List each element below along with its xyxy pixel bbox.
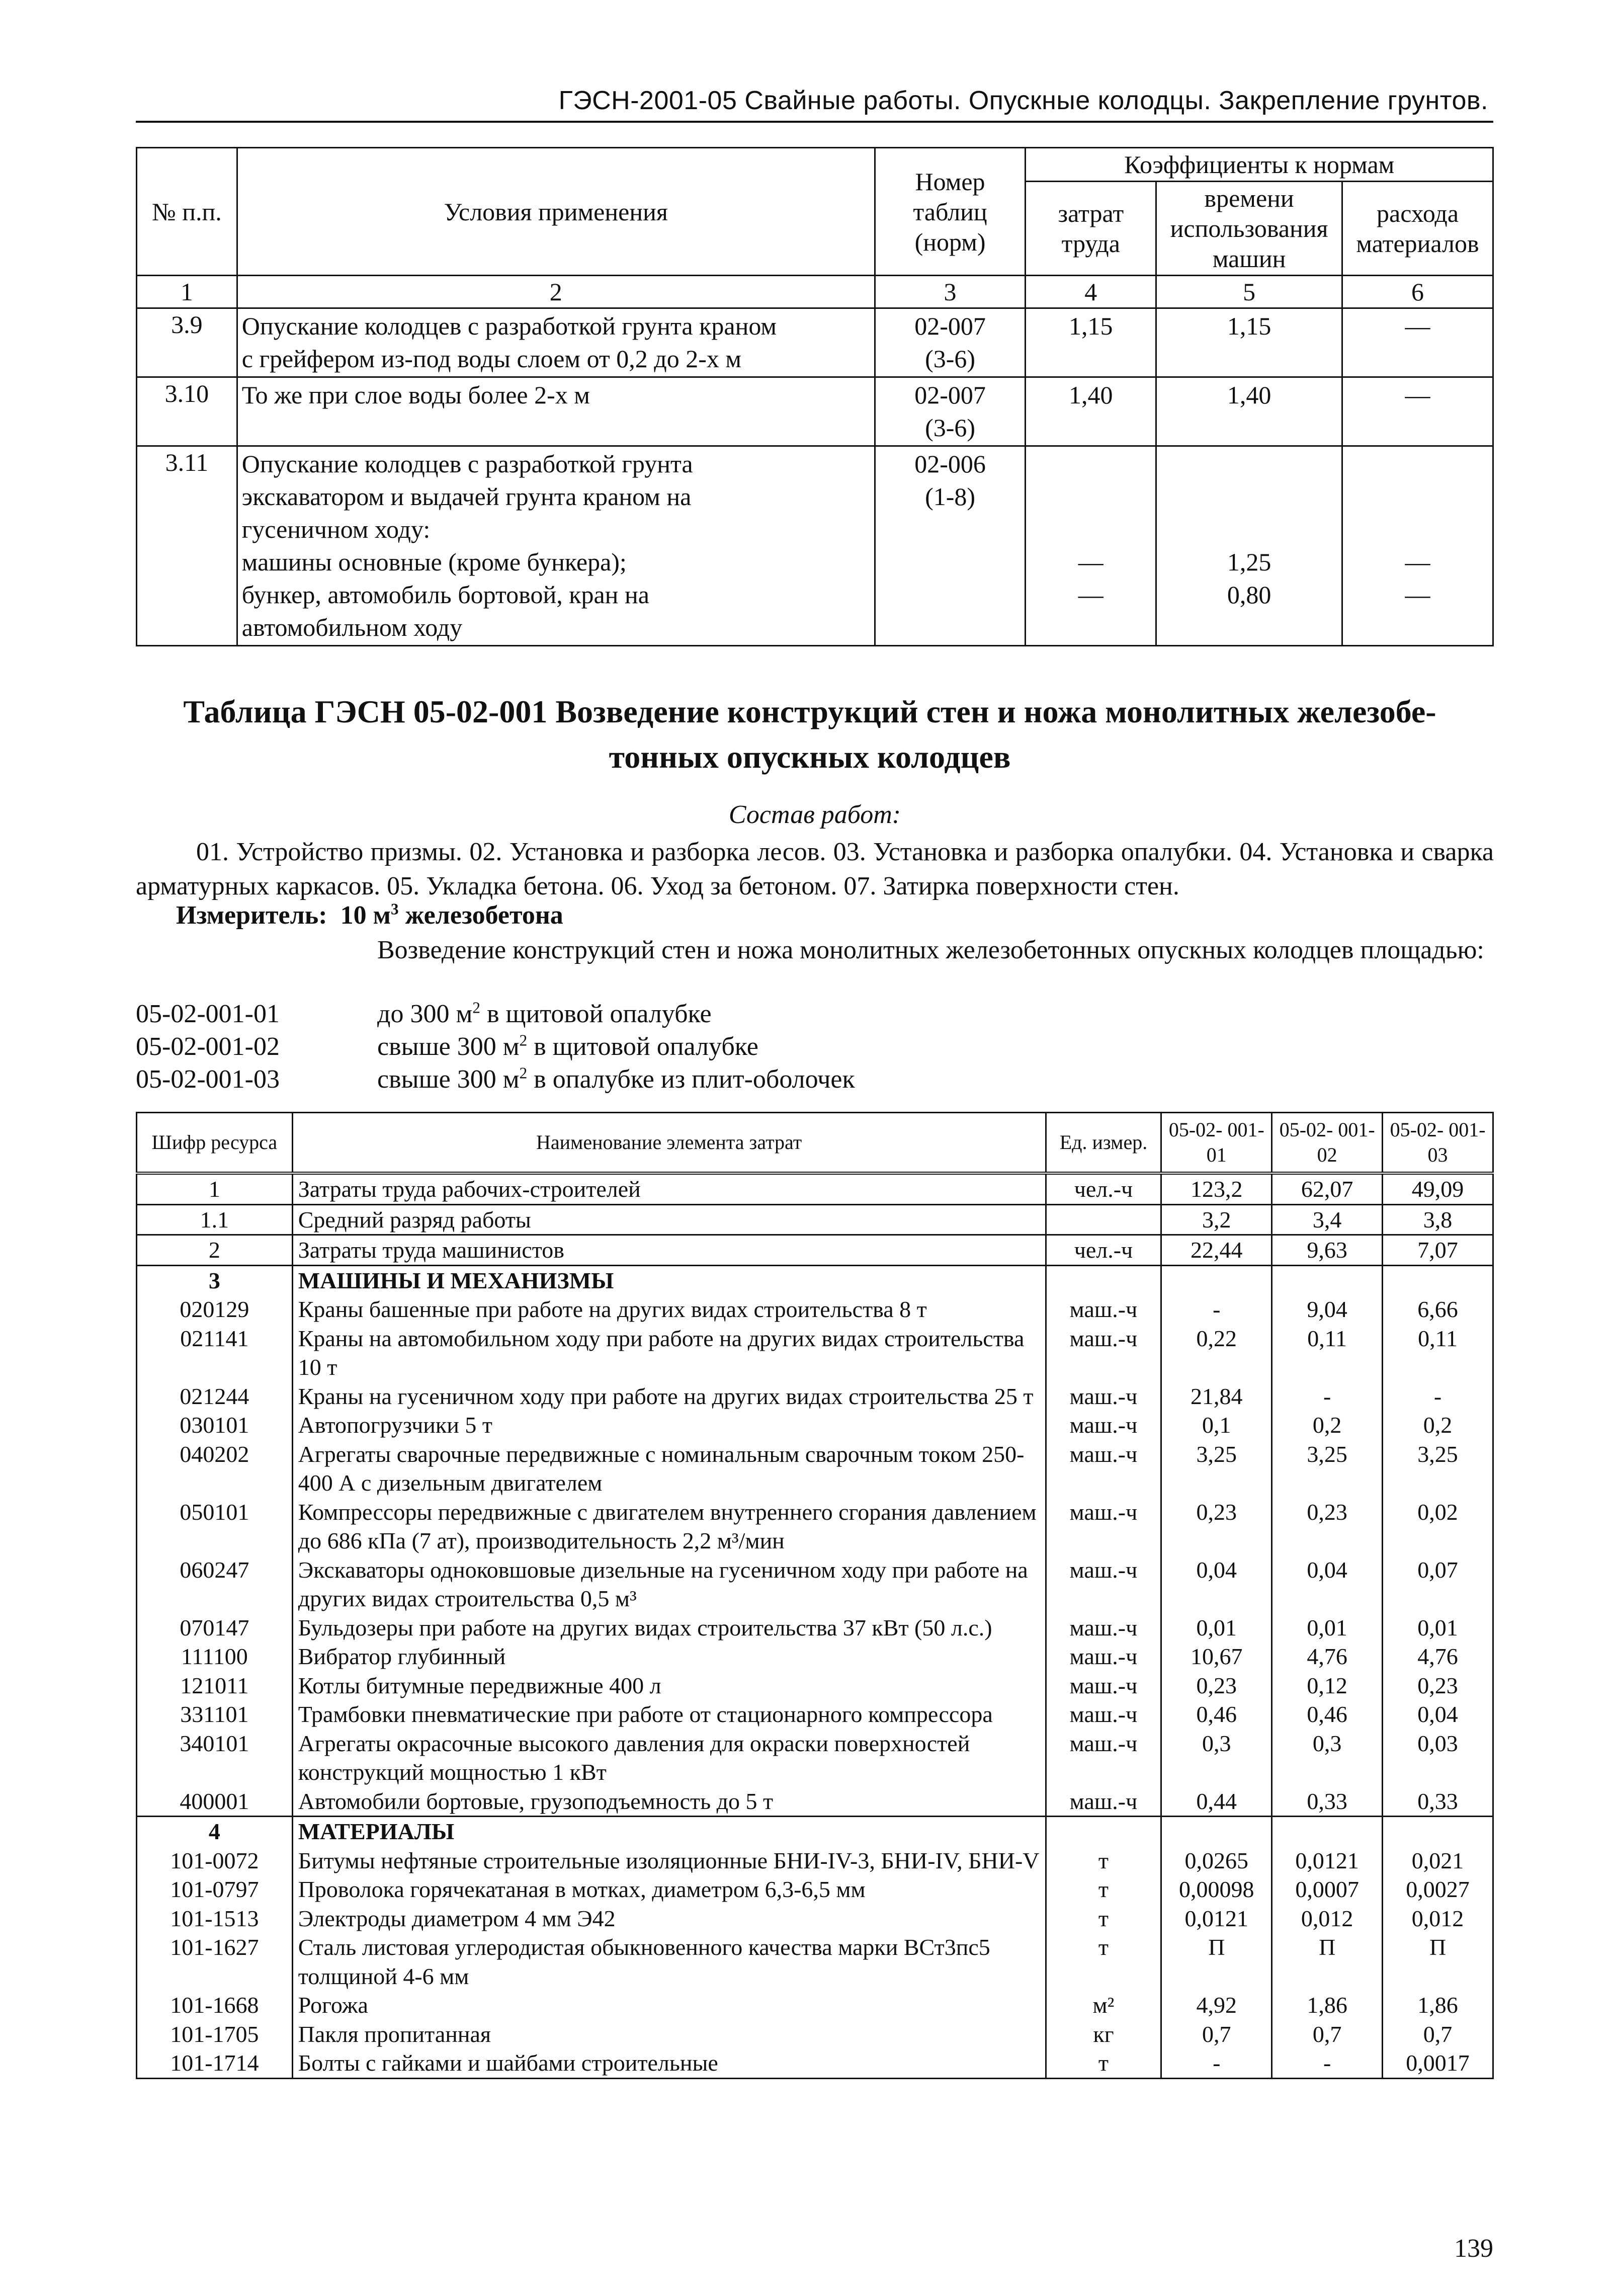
resource-name: Агрегаты окрасочные высокого давления для окраски поверхностей конструкций мощностью 1 кВт (292, 1729, 1046, 1787)
coef-conditions-line: Опускание колодцев с разработкой грунта (241, 450, 693, 478)
resource-value-2: 1,86 (1272, 1991, 1383, 2020)
resource-unit: т (1046, 1933, 1161, 1991)
coef-materials-line (1347, 513, 1488, 546)
resource-value-3: 0,03 (1383, 1729, 1493, 1787)
coef-tables (875, 377, 1026, 446)
coef-num: 3.11 (137, 446, 237, 646)
variant-sup: 2 (519, 1064, 528, 1082)
resource-value-1: П (1161, 1933, 1272, 1991)
coef-labor-line: — (1078, 581, 1103, 609)
table-row (137, 1991, 1493, 2020)
coef-materials-line: — (1405, 548, 1430, 576)
table-row (137, 1555, 1493, 1613)
resource-unit: маш.-ч (1046, 1382, 1161, 1411)
resource-value-1: 0,1 (1161, 1411, 1272, 1440)
variant-text: в щитовой опалубке (527, 1032, 758, 1061)
col-code-header: Шифр ресурса (137, 1113, 293, 1174)
coef-materials (1342, 446, 1493, 646)
resource-value-1 (1161, 1265, 1272, 1295)
resource-value-1: 0,0121 (1161, 1904, 1272, 1933)
resource-unit: т (1046, 1846, 1161, 1875)
resource-value-2: П (1272, 1933, 1383, 1991)
work-composition-text: 01. Устройство призмы. 02. Установка и разборка лесов. 03. Установка и разборка опалубки. 04. Установка и сварка арматурных каркасов. 05. Укладка бетона. 06. Уход за бетоном. 07. Затирка поверхности стен. (136, 838, 1494, 900)
col-materials-header: расхода материалов (1342, 182, 1493, 276)
coef-machines-line: 1,25 (1227, 548, 1271, 576)
meter-rest: железобетона (398, 901, 563, 930)
col-tables-header: Номер таблиц (норм) (875, 148, 1026, 276)
table-row (137, 1411, 1493, 1440)
resource-value-3: П (1383, 1933, 1493, 1991)
coef-tables (875, 446, 1026, 646)
resource-value-3: 0,23 (1383, 1671, 1493, 1700)
coef-machines-line (1161, 611, 1337, 644)
resource-value-1: 3,2 (1161, 1204, 1272, 1235)
resource-name: Затраты труда машинистов (292, 1235, 1046, 1266)
meter (176, 900, 563, 930)
col-conditions-header: Условия применения (237, 148, 875, 276)
coef-tables-line: 02-006 (914, 450, 986, 478)
resource-value-2: 9,63 (1272, 1235, 1383, 1266)
resource-value-2 (1272, 1817, 1383, 1846)
coef-row (137, 377, 1493, 446)
coef-machines-line (1161, 448, 1337, 480)
resource-value-2: 0,33 (1272, 1787, 1383, 1817)
coef-machines-line: 0,80 (1227, 581, 1271, 609)
coef-labor-line (1030, 343, 1151, 375)
coef-materials-line (1347, 412, 1488, 444)
scope-text: Возведение конструкций стен и ножа монолитных железобетонных опускных колодцев площадью: (377, 936, 1484, 964)
variant-text: свыше 300 м (377, 1065, 520, 1094)
work-composition-label: Состав работ: (728, 800, 901, 829)
resource-value-1: 0,04 (1161, 1555, 1272, 1613)
running-header: ГЭСН-2001-05 Свайные работы. Опускные колодцы. Закрепление грунтов. (558, 86, 1488, 115)
resource-name: Вибратор глубинный (292, 1642, 1046, 1671)
resource-value-1: 4,92 (1161, 1991, 1272, 2020)
coef-machines-line (1161, 412, 1337, 444)
resource-name: Затраты труда рабочих-строителей (292, 1173, 1046, 1204)
coef-materials-line: — (1405, 381, 1430, 409)
coef-tables-line (880, 513, 1021, 546)
resource-value-3: 1,86 (1383, 1991, 1493, 2020)
resource-code: 1 (137, 1173, 293, 1204)
col-machines-header: времени использования машин (1156, 182, 1342, 276)
variant-row (136, 999, 712, 1030)
variant-row (136, 1064, 855, 1095)
resource-code: 020129 (137, 1295, 293, 1324)
resource-value-2: 3,25 (1272, 1440, 1383, 1498)
resource-table-body (137, 1173, 1493, 2078)
resource-value-1: 0,0265 (1161, 1846, 1272, 1875)
resource-value-3: 49,09 (1383, 1173, 1493, 1204)
meter-sup: 3 (391, 900, 399, 918)
resource-value-2: 0,0007 (1272, 1875, 1383, 1904)
resource-table (136, 1112, 1494, 2079)
resource-name: Трамбовки пневматические при работе от стационарного компрессора (292, 1700, 1046, 1729)
resource-value-3: - (1383, 1382, 1493, 1411)
table-row (137, 1498, 1493, 1555)
resource-unit: маш.-ч (1046, 1440, 1161, 1498)
resource-name: МАТЕРИАЛЫ (292, 1817, 1046, 1846)
coef-labor-line: — (1078, 548, 1103, 576)
resource-unit (1046, 1817, 1161, 1846)
resource-value-2: 4,76 (1272, 1642, 1383, 1671)
resource-value-1: - (1161, 2048, 1272, 2078)
resource-code: 101-1513 (137, 1904, 293, 1933)
index-cell: 6 (1342, 276, 1493, 308)
resource-value-3 (1383, 1817, 1493, 1846)
resource-code: 060247 (137, 1555, 293, 1613)
resource-unit: чел.-ч (1046, 1235, 1161, 1266)
resource-unit: маш.-ч (1046, 1295, 1161, 1324)
resource-value-3: 0,01 (1383, 1613, 1493, 1643)
resource-value-3: 0,33 (1383, 1787, 1493, 1817)
resource-value-1: 10,67 (1161, 1642, 1272, 1671)
resource-code: 101-1668 (137, 1991, 293, 2020)
resource-code: 331101 (137, 1700, 293, 1729)
col-unit-header: Ед. измер. (1046, 1113, 1161, 1174)
resource-name: Средний разряд работы (292, 1204, 1046, 1235)
table-row (137, 1671, 1493, 1700)
table-row (137, 2048, 1493, 2078)
coef-tables-line: (3-6) (925, 345, 976, 373)
resource-code: 400001 (137, 1787, 293, 1817)
resource-value-3: 0,7 (1383, 2020, 1493, 2049)
resource-value-1: 0,00098 (1161, 1875, 1272, 1904)
resource-value-3: 0,012 (1383, 1904, 1493, 1933)
coef-conditions-line: бункер, автомобиль бортовой, кран на (241, 581, 649, 609)
coef-materials-line (1347, 448, 1488, 480)
resource-name: Рогожа (292, 1991, 1046, 2020)
coefficient-table (136, 147, 1494, 646)
resource-code: 101-1627 (137, 1933, 293, 1991)
resource-value-3: 0,2 (1383, 1411, 1493, 1440)
coef-labor-line (1030, 611, 1151, 644)
resource-value-3: 0,02 (1383, 1498, 1493, 1555)
resource-unit: т (1046, 2048, 1161, 2078)
resource-value-3: 0,07 (1383, 1555, 1493, 1613)
resource-name: Проволока горячекатаная в мотках, диаметром 6,3-6,5 мм (292, 1875, 1046, 1904)
resource-unit: т (1046, 1875, 1161, 1904)
resource-value-2: 0,11 (1272, 1324, 1383, 1382)
coef-num: 3.9 (137, 308, 237, 377)
resource-unit: маш.-ч (1046, 1555, 1161, 1613)
resource-unit: маш.-ч (1046, 1324, 1161, 1382)
resource-code: 040202 (137, 1440, 293, 1498)
coef-materials-line (1347, 343, 1488, 375)
coef-conditions-line: с грейфером из-под воды слоем от 0,2 до 2-х м (241, 345, 741, 373)
resource-value-2: 9,04 (1272, 1295, 1383, 1324)
resource-name: Котлы битумные передвижные 400 л (292, 1671, 1046, 1700)
coef-tables-line: 02-007 (914, 381, 986, 409)
resource-value-3: 3,25 (1383, 1440, 1493, 1498)
resource-code: 340101 (137, 1729, 293, 1787)
resource-unit: маш.-ч (1046, 1729, 1161, 1787)
col-num-header: № п.п. (137, 148, 237, 276)
col-v1-header: 05-02- 001-01 (1161, 1113, 1272, 1174)
meter-label: Измеритель: (176, 901, 327, 930)
index-row (137, 276, 1493, 308)
resource-unit: м² (1046, 1991, 1161, 2020)
variant-text: до 300 м (377, 1000, 473, 1028)
coef-labor-line: 1,15 (1069, 312, 1113, 340)
resource-value-2: 0,2 (1272, 1411, 1383, 1440)
resource-name: Компрессоры передвижные с двигателем внутреннего сгорания давлением до 686 кПа (7 ат), производительность 2,2 м³/мин (292, 1498, 1046, 1555)
resource-code: 3 (137, 1265, 293, 1295)
coef-materials-line: — (1405, 312, 1430, 340)
resource-value-2: 0,04 (1272, 1555, 1383, 1613)
resource-value-3: 0,021 (1383, 1846, 1493, 1875)
variant-row (136, 1031, 758, 1062)
table-title-line: тонных опускных колодцев (609, 739, 1011, 775)
table-row (137, 1904, 1493, 1933)
coef-labor-line: 1,40 (1069, 381, 1113, 409)
coef-materials-line: — (1405, 581, 1430, 609)
resource-name: Агрегаты сварочные передвижные с номинальным сварочным током 250-400 А с дизельным двигателем (292, 1440, 1046, 1498)
resource-unit: кг (1046, 2020, 1161, 2049)
resource-unit (1046, 1204, 1161, 1235)
resource-value-1: 0,23 (1161, 1671, 1272, 1700)
coef-labor-line (1030, 448, 1151, 480)
resource-code: 021141 (137, 1324, 293, 1382)
resource-name: МАШИНЫ И МЕХАНИЗМЫ (292, 1265, 1046, 1295)
coef-materials-line (1347, 611, 1488, 644)
resource-name: Краны на автомобильном ходу при работе на других видах строительства 10 т (292, 1324, 1046, 1382)
table-row (137, 1933, 1493, 1991)
resource-code: 050101 (137, 1498, 293, 1555)
resource-code: 021244 (137, 1382, 293, 1411)
resource-value-3: 4,76 (1383, 1642, 1493, 1671)
resource-value-2: 0,12 (1272, 1671, 1383, 1700)
resource-value-1: 21,84 (1161, 1382, 1272, 1411)
resource-name: Болты с гайками и шайбами строительные (292, 2048, 1046, 2078)
coef-tables-line (880, 546, 1021, 579)
resource-unit: т (1046, 1904, 1161, 1933)
resource-value-2: 3,4 (1272, 1204, 1383, 1235)
table-row (137, 2020, 1493, 2049)
coef-labor (1026, 446, 1156, 646)
coef-machines-line: 1,15 (1227, 312, 1271, 340)
resource-name: Автомобили бортовые, грузоподъемность до 5 т (292, 1787, 1046, 1817)
resource-code: 101-0797 (137, 1875, 293, 1904)
variant-code: 05-02-001-02 (136, 1032, 280, 1061)
coefficient-table-body (137, 276, 1493, 646)
resource-name: Экскаваторы одноковшовые дизельные на гусеничном ходу при работе на других видах строительства 0,5 м³ (292, 1555, 1046, 1613)
resource-name: Краны на гусеничном ходу при работе на других видах строительства 25 т (292, 1382, 1046, 1411)
header-rule (136, 121, 1493, 123)
resource-unit: маш.-ч (1046, 1613, 1161, 1643)
resource-value-1: 0,22 (1161, 1324, 1272, 1382)
resource-unit: маш.-ч (1046, 1642, 1161, 1671)
coef-conditions (237, 446, 875, 646)
resource-code: 030101 (137, 1411, 293, 1440)
coef-materials-line (1347, 480, 1488, 513)
table-row (137, 1875, 1493, 1904)
coef-conditions-line: экскаватором и выдачей грунта краном на (241, 482, 692, 511)
coef-row (137, 446, 1493, 646)
resource-code: 4 (137, 1817, 293, 1846)
resource-value-1: 22,44 (1161, 1235, 1272, 1266)
table-row (137, 1787, 1493, 1817)
resource-value-3: 0,0017 (1383, 2048, 1493, 2078)
coef-tables-line: 02-007 (914, 312, 986, 340)
table-row (137, 1729, 1493, 1787)
resource-name: Битумы нефтяные строительные изоляционные БНИ-IV-3, БНИ-IV, БНИ-V (292, 1846, 1046, 1875)
resource-code: 121011 (137, 1671, 293, 1700)
coef-tables-line: (3-6) (925, 414, 976, 442)
table-row (137, 1235, 1493, 1266)
coef-materials (1342, 377, 1493, 446)
resource-value-3: 3,8 (1383, 1204, 1493, 1235)
section-row (137, 1265, 1493, 1295)
coef-tables-line: (1-8) (925, 482, 976, 511)
resource-name: Краны башенные при работе на других видах строительства 8 т (292, 1295, 1046, 1324)
resource-value-3: 6,66 (1383, 1295, 1493, 1324)
resource-value-2: - (1272, 1382, 1383, 1411)
resource-value-1: 0,46 (1161, 1700, 1272, 1729)
resource-name: Электроды диаметром 4 мм Э42 (292, 1904, 1046, 1933)
table-row (137, 1642, 1493, 1671)
coef-conditions-line: автомобильном ходу (241, 613, 463, 641)
coef-machines-line: 1,40 (1227, 381, 1271, 409)
resource-value-1: 0,7 (1161, 2020, 1272, 2049)
col-labor-header: затрат труда (1026, 182, 1156, 276)
table-row (137, 1613, 1493, 1643)
resource-code: 111100 (137, 1642, 293, 1671)
resource-value-3: 0,04 (1383, 1700, 1493, 1729)
table-row (137, 1295, 1493, 1324)
meter-value: 10 м (340, 901, 391, 930)
variant-text: свыше 300 м (377, 1032, 520, 1061)
col-v2-header: 05-02- 001-02 (1272, 1113, 1383, 1174)
resource-value-3: 0,11 (1383, 1324, 1493, 1382)
variant-text: в щитовой опалубке (480, 1000, 712, 1028)
resource-unit: маш.-ч (1046, 1498, 1161, 1555)
resource-value-2: 0,7 (1272, 2020, 1383, 2049)
resource-value-3: 7,07 (1383, 1235, 1493, 1266)
resource-unit (1046, 1265, 1161, 1295)
coef-num: 3.10 (137, 377, 237, 446)
resource-name: Сталь листовая углеродистая обыкновенного качества марки ВСт3пс5 толщиной 4-6 мм (292, 1933, 1046, 1991)
coef-row (137, 308, 1493, 377)
coef-machines (1156, 377, 1342, 446)
coef-machines-line (1161, 513, 1337, 546)
coef-conditions (237, 377, 875, 446)
resource-value-1: 0,3 (1161, 1729, 1272, 1787)
resource-code: 101-0072 (137, 1846, 293, 1875)
index-cell: 5 (1156, 276, 1342, 308)
resource-code: 070147 (137, 1613, 293, 1643)
resource-unit: маш.-ч (1046, 1411, 1161, 1440)
resource-value-1: 0,23 (1161, 1498, 1272, 1555)
coef-labor (1026, 308, 1156, 377)
resource-value-3: 0,0027 (1383, 1875, 1493, 1904)
resource-unit: чел.-ч (1046, 1173, 1161, 1204)
coef-labor (1026, 377, 1156, 446)
coef-labor-line (1030, 513, 1151, 546)
coef-labor-line (1030, 480, 1151, 513)
resource-value-1 (1161, 1817, 1272, 1846)
index-cell: 3 (875, 276, 1026, 308)
table-title (126, 689, 1494, 779)
table-row (137, 1382, 1493, 1411)
table-row (137, 1204, 1493, 1235)
variant-code: 05-02-001-01 (136, 1000, 280, 1028)
coef-conditions-line (242, 412, 870, 444)
page-number: 139 (1454, 2234, 1493, 2263)
col-v3-header: 05-02- 001-03 (1383, 1113, 1493, 1174)
col-name-header: Наименование элемента затрат (292, 1113, 1046, 1174)
coef-conditions (237, 308, 875, 377)
table-row (137, 1440, 1493, 1498)
coef-machines-line (1161, 480, 1337, 513)
resource-value-3 (1383, 1265, 1493, 1295)
table-row (137, 1324, 1493, 1382)
resource-unit: маш.-ч (1046, 1700, 1161, 1729)
coef-conditions-line: Опускание колодцев с разработкой грунта краном (241, 312, 777, 340)
table-row (137, 1173, 1493, 1204)
coef-tables (875, 308, 1026, 377)
resource-value-1: 0,01 (1161, 1613, 1272, 1643)
resource-value-2: 0,0121 (1272, 1846, 1383, 1875)
resource-name: Пакля пропитанная (292, 2020, 1046, 2049)
resource-value-2: 0,012 (1272, 1904, 1383, 1933)
coef-materials (1342, 308, 1493, 377)
index-cell: 4 (1026, 276, 1156, 308)
resource-value-1: 0,44 (1161, 1787, 1272, 1817)
resource-code: 101-1705 (137, 2020, 293, 2049)
resource-value-2: 62,07 (1272, 1173, 1383, 1204)
resource-code: 1.1 (137, 1204, 293, 1235)
variant-text: в опалубке из плит-оболочек (527, 1065, 855, 1094)
resource-code: 2 (137, 1235, 293, 1266)
variant-sup: 2 (519, 1031, 528, 1049)
resource-value-2: 0,23 (1272, 1498, 1383, 1555)
coef-machines (1156, 446, 1342, 646)
coef-conditions-line: То же при слое воды более 2-х м (241, 381, 590, 409)
resource-name: Бульдозеры при работе на других видах строительства 37 кВт (50 л.с.) (292, 1613, 1046, 1643)
table-row (137, 1846, 1493, 1875)
resource-value-2: 0,01 (1272, 1613, 1383, 1643)
table-title-line: Таблица ГЭСН 05-02-001 Возведение конструкций стен и ножа монолитных железобе- (183, 694, 1436, 729)
resource-unit: маш.-ч (1046, 1787, 1161, 1817)
coef-conditions-line: гусеничном ходу: (241, 515, 431, 543)
variant-code: 05-02-001-03 (136, 1065, 280, 1094)
coef-conditions-line: машины основные (кроме бункера); (241, 548, 627, 576)
resource-unit: маш.-ч (1046, 1671, 1161, 1700)
resource-value-2: - (1272, 2048, 1383, 2078)
coef-labor-line (1030, 412, 1151, 444)
resource-value-2: 0,3 (1272, 1729, 1383, 1787)
coef-tables-line (880, 579, 1021, 611)
index-cell: 2 (237, 276, 875, 308)
section-row (137, 1817, 1493, 1846)
index-cell: 1 (137, 276, 237, 308)
coef-tables-line (880, 611, 1021, 644)
resource-value-2 (1272, 1265, 1383, 1295)
resource-value-1: 3,25 (1161, 1440, 1272, 1498)
variant-sup: 2 (472, 999, 480, 1017)
resource-code: 101-1714 (137, 2048, 293, 2078)
resource-value-1: - (1161, 1295, 1272, 1324)
table-row (137, 1700, 1493, 1729)
coef-machines-line (1161, 343, 1337, 375)
resource-value-2: 0,46 (1272, 1700, 1383, 1729)
coef-machines (1156, 308, 1342, 377)
resource-name: Автопогрузчики 5 т (292, 1411, 1046, 1440)
resource-value-1: 123,2 (1161, 1173, 1272, 1204)
col-coefficients-header: Коэффициенты к нормам (1026, 148, 1493, 182)
